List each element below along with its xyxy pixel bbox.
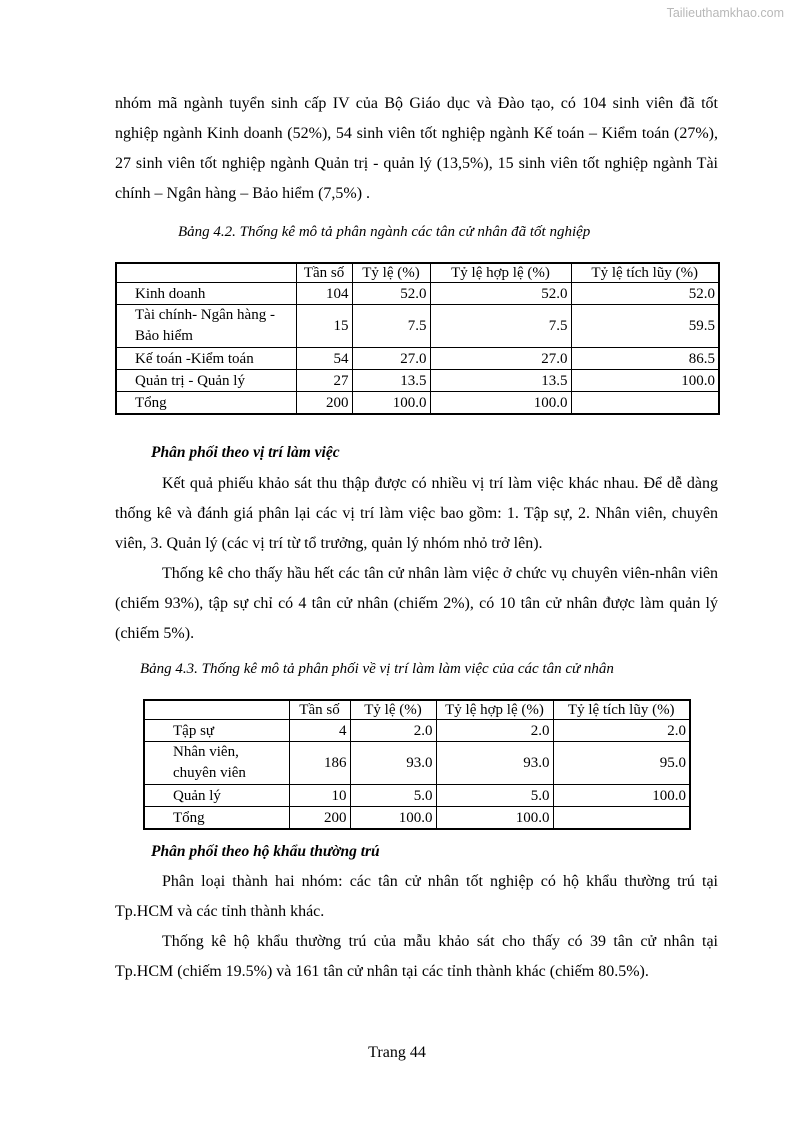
row-label: Kế toán -Kiểm toán (116, 348, 296, 370)
paragraph-residence-stats: Thống kê hộ khẩu thường trú của mẫu khảo sát cho thấy có 39 tân cử nhân tại Tp.HCM (chiếm 19.5%) và 161 tân cử nhân tại các tỉnh thành khác (chiếm 80.5%). (115, 933, 718, 980)
row-label: Tài chính- Ngân hàng - Bảo hiểm (116, 305, 296, 348)
cell-cumulative-percent: 52.0 (571, 283, 719, 305)
row-label: Quản trị - Quản lý (116, 370, 296, 392)
table-4-3-caption: Bảng 4.3. Thống kê mô tả phân phối về vị trí làm làm việc của các tân cử nhân (140, 661, 614, 677)
table-row (116, 305, 719, 348)
paragraph-position-intro: Kết quả phiếu khảo sát thu thập được có nhiều vị trí làm việc khác nhau. Để dễ dàng thống kê và đánh giá phân lại các vị trí làm việc bao gồm: 1. Tập sự, 2. Nhân viên, chuyên viên, 3. Quản lý (các vị trí từ tổ trưởng, quản lý nhóm nhỏ trở lên). (115, 475, 718, 552)
section-heading-work-position: Phân phối theo vị trí làm việc (151, 444, 340, 461)
cell-frequency: 15 (296, 305, 352, 348)
header-cell: Tỷ lệ (%) (350, 700, 436, 720)
row-label: Tập sự (144, 720, 289, 742)
table-work-position (143, 699, 691, 830)
cell-cumulative-percent: 100.0 (553, 785, 690, 807)
row-label: Nhân viên, chuyên viên (144, 742, 289, 785)
header-cell: Tỷ lệ tích lũy (%) (571, 263, 719, 283)
table-row (144, 720, 690, 742)
cell-frequency: 104 (296, 283, 352, 305)
table-4-2-caption: Bảng 4.2. Thống kê mô tả phân ngành các tân cử nhân đã tốt nghiệp (178, 224, 591, 240)
cell-valid-percent: 5.0 (436, 785, 553, 807)
cell-cumulative-percent: 2.0 (553, 720, 690, 742)
cell-percent: 93.0 (350, 742, 436, 785)
cell-frequency: 54 (296, 348, 352, 370)
table-field-of-study (115, 262, 720, 415)
cell-percent: 52.0 (352, 283, 430, 305)
cell-percent: 27.0 (352, 348, 430, 370)
cell-cumulative-percent (553, 807, 690, 830)
cell-frequency: 4 (289, 720, 350, 742)
cell-valid-percent: 100.0 (430, 392, 571, 415)
cell-frequency: 10 (289, 785, 350, 807)
cell-frequency: 186 (289, 742, 350, 785)
table-row (116, 370, 719, 392)
table-header-row (116, 263, 719, 283)
table-total-row (144, 807, 690, 830)
cell-valid-percent: 13.5 (430, 370, 571, 392)
cell-valid-percent: 52.0 (430, 283, 571, 305)
paragraph-position-stats: Thống kê cho thấy hầu hết các tân cử nhân làm việc ở chức vụ chuyên viên-nhân viên (chiếm 93%), tập sự chỉ có 4 tân cử nhân (chiếm 2%), có 10 tân cử nhân được làm quản lý (chiếm 5%). (115, 565, 718, 642)
cell-valid-percent: 100.0 (436, 807, 553, 830)
cell-frequency: 200 (296, 392, 352, 415)
page-number: Trang 44 (368, 1044, 426, 1061)
cell-valid-percent: 27.0 (430, 348, 571, 370)
header-cell: Tỷ lệ tích lũy (%) (553, 700, 690, 720)
table-row (144, 785, 690, 807)
table-row (116, 348, 719, 370)
cell-valid-percent: 2.0 (436, 720, 553, 742)
cell-frequency: 27 (296, 370, 352, 392)
cell-cumulative-percent: 95.0 (553, 742, 690, 785)
header-cell: Tỷ lệ hợp lệ (%) (430, 263, 571, 283)
row-label: Tổng (144, 807, 289, 830)
header-cell: Tỷ lệ hợp lệ (%) (436, 700, 553, 720)
cell-cumulative-percent: 100.0 (571, 370, 719, 392)
paragraph-field-of-study: nhóm mã ngành tuyển sinh cấp IV của Bộ Giáo dục và Đào tạo, có 104 sinh viên đã tốt nghiệp ngành Kinh doanh (52%), 54 sinh viên tốt nghiệp ngành Kế toán – Kiểm toán (27%), 27 sinh viên tốt nghiệp ngành Quản trị - quản lý (13,5%), 15 sinh viên tốt nghiệp ngành Tài chính – Ngân hàng – Bảo hiểm (7,5%) . (115, 95, 718, 202)
header-cell (144, 700, 289, 720)
cell-valid-percent: 7.5 (430, 305, 571, 348)
paragraph-residence-intro: Phân loại thành hai nhóm: các tân cử nhân tốt nghiệp có hộ khẩu thường trú tại Tp.HCM và các tỉnh thành khác. (115, 873, 718, 920)
cell-cumulative-percent: 86.5 (571, 348, 719, 370)
table-total-row (116, 392, 719, 415)
table-row (116, 283, 719, 305)
cell-percent: 2.0 (350, 720, 436, 742)
table-header-row (144, 700, 690, 720)
header-cell: Tần số (296, 263, 352, 283)
cell-percent: 100.0 (352, 392, 430, 415)
cell-percent: 7.5 (352, 305, 430, 348)
header-cell: Tần số (289, 700, 350, 720)
cell-cumulative-percent: 59.5 (571, 305, 719, 348)
watermark: Tailieuthamkhao.com (666, 6, 784, 20)
section-heading-residence: Phân phối theo hộ khẩu thường trú (151, 843, 380, 860)
cell-percent: 5.0 (350, 785, 436, 807)
row-label: Kinh doanh (116, 283, 296, 305)
header-cell: Tỷ lệ (%) (352, 263, 430, 283)
table-row (144, 742, 690, 785)
row-label: Tổng (116, 392, 296, 415)
cell-cumulative-percent (571, 392, 719, 415)
row-label: Quản lý (144, 785, 289, 807)
cell-valid-percent: 93.0 (436, 742, 553, 785)
header-cell (116, 263, 296, 283)
cell-percent: 13.5 (352, 370, 430, 392)
cell-percent: 100.0 (350, 807, 436, 830)
cell-frequency: 200 (289, 807, 350, 830)
